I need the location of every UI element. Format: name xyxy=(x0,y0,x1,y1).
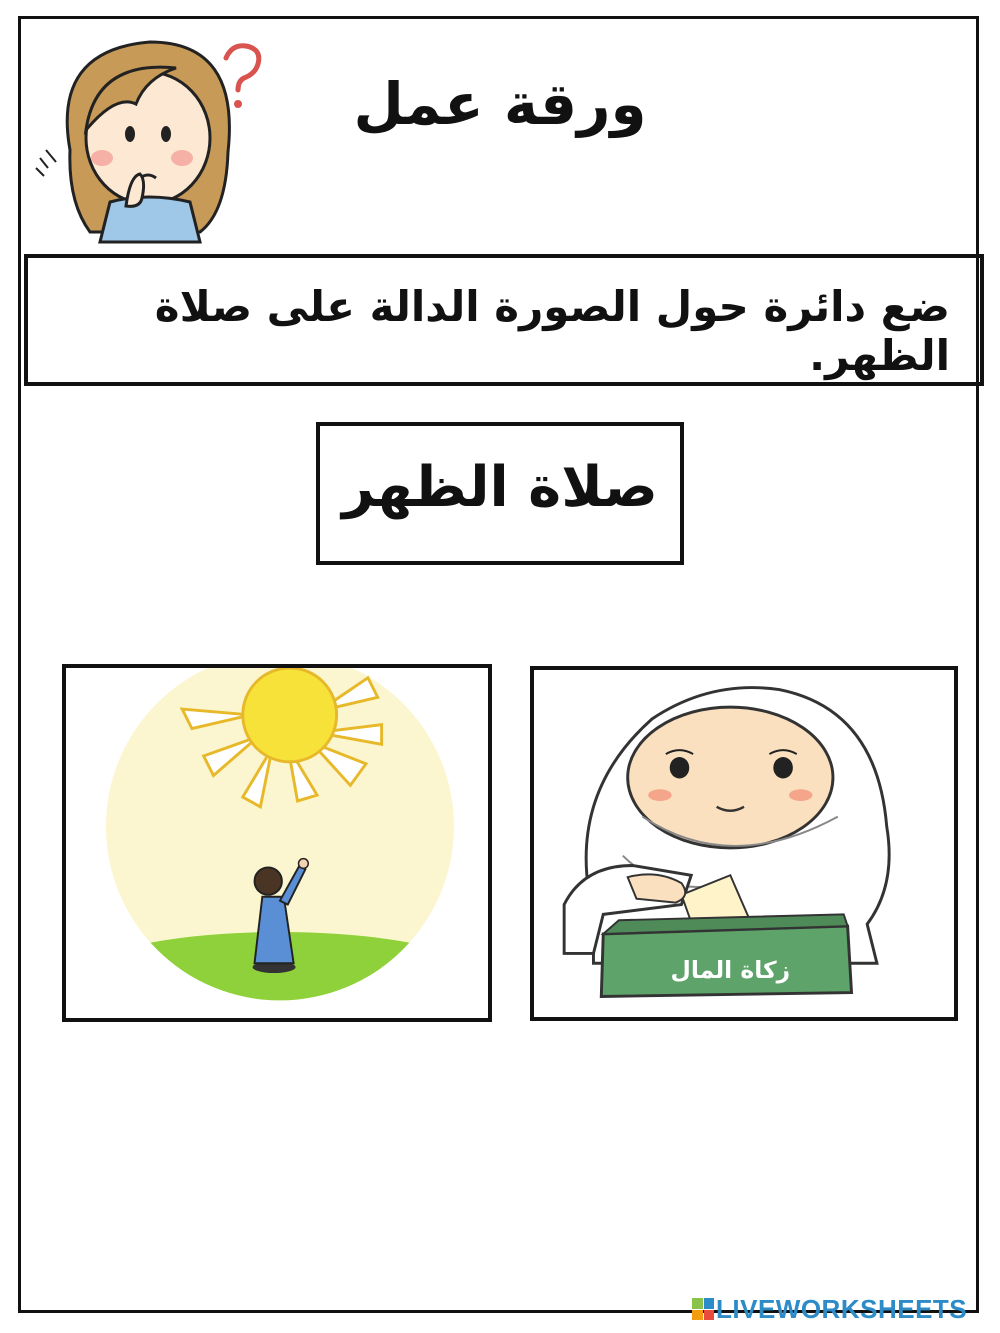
target-word: صلاة الظهر xyxy=(342,455,658,520)
zakat-box-label: زكاة المال xyxy=(670,955,791,984)
liveworksheets-logo xyxy=(692,1292,967,1326)
option-zakat-image[interactable] xyxy=(530,666,958,1021)
zakat-girl-icon xyxy=(534,670,954,1017)
logo-grid-icon xyxy=(692,1298,714,1320)
sun-boy-icon xyxy=(66,668,488,1018)
thinking-girl-icon xyxy=(30,30,270,245)
option-dhuhr-image[interactable] xyxy=(62,664,492,1022)
liveworksheets-brand: LIVEWORKSHEETS xyxy=(716,1293,968,1324)
instruction-text: ضع دائرة حول الصورة الدالة على صلاة الظهر. xyxy=(154,282,950,380)
worksheet-title: ورقة عمل xyxy=(353,70,647,138)
